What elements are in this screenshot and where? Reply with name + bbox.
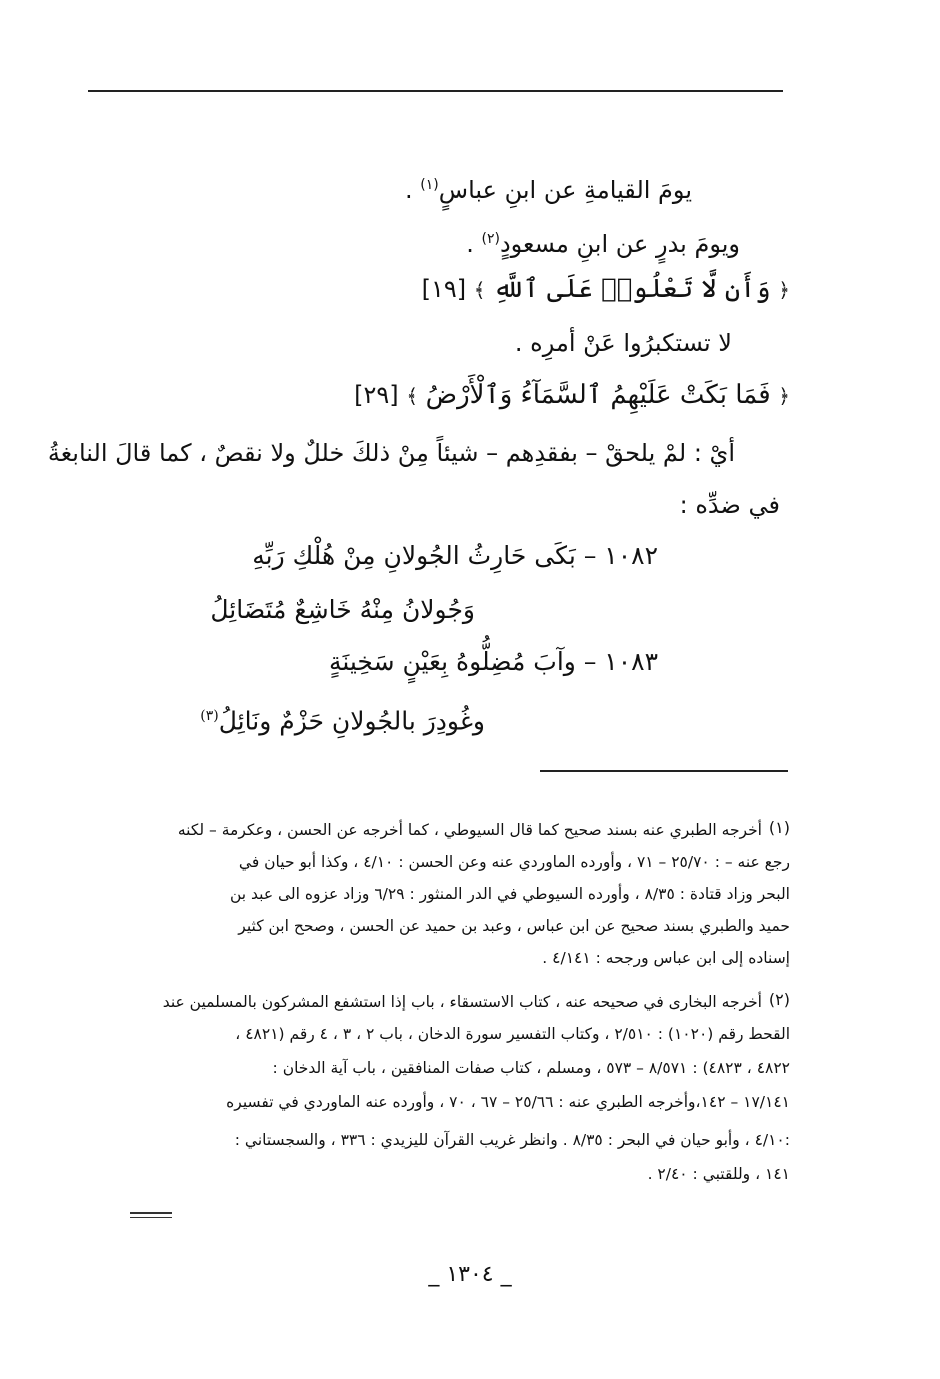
text-line-tafsir-19-text: لا تستكبرُوا عَنْ أمرِه . [514,329,732,357]
header-rule [88,90,783,92]
poem-verse-1083-second [200,700,485,737]
poem-verse-1083-first [329,646,658,678]
poem-verse-1082-second [210,594,475,626]
poem-verse-1082-first [252,540,658,572]
paragraph-line-2 [680,490,780,520]
paragraph-line-2-text: في ضدِّه : [679,491,780,519]
paragraph-line-1 [48,438,735,468]
footnote-1-line: رجع عنه – : ٢٥/٧٠ – ٧١ ، وأورده الماوردي عنه وعن الحسن : ٤/١٠ ، وكذا أبو حيان في [238,853,790,871]
footnote-1-number: (١) [768,818,790,837]
verse-19-number: [١٩] [421,275,467,303]
poem-verse-number: ١٠٨٣ – [583,647,658,676]
footnote-2-line: ١٧/١٤١ – ١٤٢،وأخرجه الطبري عنه : ٢٥/٦٦ – ٦٧ ، ٧٠ ، وأورده عنه الماوردي في تفسيره [226,1093,790,1111]
verse-open-bracket: ﴿ [778,384,790,408]
footnote-2-number: (٢) [768,990,790,1009]
footnote-2-line: ٤٨٢٢ ، ٤٨٢٣) : ٨/٥٧١ – ٥٧٣ ، ومسلم ، كتاب صفات المنافقين ، باب آية الدخان : [272,1059,790,1077]
text-line-badr-end: . [466,230,482,258]
poem-hemistich: بَكَى حَارِثُ الجُولانِ مِنْ هُلْكِ رَبِّهِ [252,541,576,570]
verse-19-text: وَأَن لَّا تَعْلُوا۟ عَلَى ٱللَّهِ [493,274,771,304]
text-line-qiyama [405,170,692,205]
footnote-1-line: أخرجه الطبري عنه بسند صحيح كما قال السيوطي ، كما أخرجه عن الحسن ، وعكرمة – لكنه [177,821,762,839]
footnote-2-line: القحط رقم (١٠٢٠) : ٢/٥١٠ ، وكتاب التفسير سورة الدخان ، باب ٢ ، ٣ ، ٤ رقم (٤٨٢١ ، [235,1025,790,1043]
footnote-separator [540,770,788,772]
text-line-tafsir-19 [515,328,732,358]
verse-19 [422,274,790,305]
footnote-2-line: :٤/١٠ ، وأبو حيان في البحر : ٨/٣٥ . وانظر غريب القرآن لليزيدي : ٣٣٦ ، والسجستاني : [234,1131,790,1149]
verse-open-bracket: ﴿ [778,278,790,302]
footnote-1-line: البحر وزاد قتادة : ٨/٣٥ ، وأورده السيوطي في الدر المنثور : ٦/٢٩ وزاد عزوه الى عبد بن [229,885,790,903]
verse-close-bracket: ﴾ [406,384,419,408]
verse-29-text: فَمَا بَكَتْ عَلَيْهِمُ ٱلسَّمَآءُ وَٱلْأَرْضُ [425,380,771,410]
poem-hemistich: وآبَ مُضِلُّوهُ بِعَيْنٍ سَخِينَةٍ [328,647,576,676]
text-line-badr [466,224,740,259]
end-mark [130,1212,172,1220]
verse-29-number: [٢٩] [354,381,399,409]
page-number: _ ١٣٠٤ _ [428,1262,512,1287]
footnote-2-line: ١٤١ ، وللقتبي : ٢/٤٠ . [647,1165,790,1183]
poem-hemistich: وغُودِرَ بالجُولانِ حَزْمٌ ونَائِلُ [218,706,485,736]
text-line-qiyama-text: يومَ القيامةِ عن ابنِ عباسٍ [438,176,692,204]
footnote-1-line: إسناده إلى ابن عباس ورجحه : ٤/١٤١ . [542,949,790,967]
verse-close-bracket: ﴾ [473,278,486,302]
footnote-1-line: حميد والطبري بسند صحيح عن ابن عباس ، وعبد بن حميد عن الحسن ، وصحح ابن كثير [238,917,790,935]
verse-29 [354,380,790,411]
poem-hemistich: وَجُولانُ مِنْهُ خَاشِعٌ مُتَضَائِلُ [210,595,475,624]
text-line-qiyama-end: . [405,176,421,204]
poem-verse-number: ١٠٨٢ – [583,541,658,570]
footnote-ref-3[interactable]: (٣) [200,708,219,724]
paragraph-line-1-text: أيْ : لمْ يلحقْ – بفقدِهم – شيئاً مِنْ ذلكَ خللٌ ولا نقصٌ ، كما قالَ النابغةُ [47,439,735,467]
footnote-ref-2[interactable]: (٢) [481,231,500,247]
footnote-ref-1[interactable]: (١) [420,177,439,193]
footnote-2-line: أخرجه البخارى في صحيحه عنه ، كتاب الاستسقاء ، باب إذا استشفع المشركون بالمسلمين عند [162,993,762,1011]
text-line-badr-text: ويومَ بدرٍ عن ابنِ مسعودٍ [499,230,740,258]
